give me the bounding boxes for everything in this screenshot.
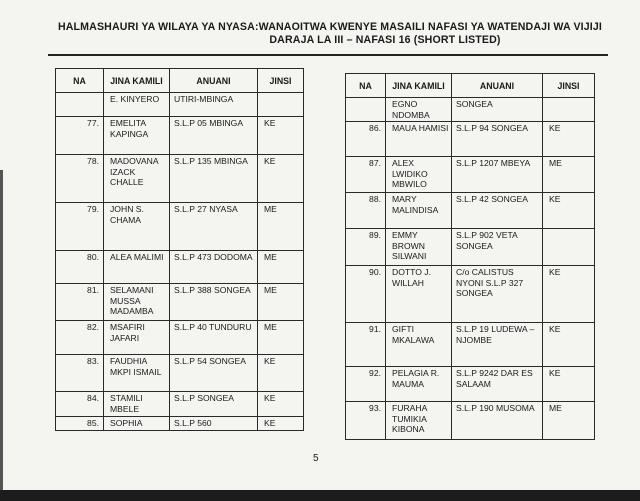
gender-cell <box>258 93 304 117</box>
gender-cell: ME <box>258 284 304 321</box>
address-cell: S.L.P 473 DODOMA <box>170 251 258 284</box>
address-cell: S.L.P 05 MBINGA <box>170 117 258 155</box>
gender-cell: ME <box>258 251 304 284</box>
header-anuani: ANUANI <box>452 74 543 98</box>
header-anuani: ANUANI <box>170 69 258 93</box>
gender-cell: KE <box>258 117 304 155</box>
gender-cell: ME <box>258 203 304 251</box>
address-cell: S.L.P 9242 DAR ES SALAAM <box>452 367 543 402</box>
full-name-cell: SELAMANI MUSSA MADAMBA <box>104 284 170 321</box>
table-row <box>56 93 304 117</box>
row-number-cell: 87. <box>346 157 386 193</box>
row-number-cell: 82. <box>56 321 104 355</box>
address-cell: S.L.P 94 SONGEA <box>452 122 543 157</box>
full-name-cell: MSAFIRI JAFARI <box>104 321 170 355</box>
address-cell: S.L.P 190 MUSOMA <box>452 402 543 440</box>
shortlist-table-right <box>345 73 595 440</box>
row-number-cell: 89. <box>346 229 386 266</box>
address-cell: S.L.P SONGEA <box>170 392 258 417</box>
gender-cell: KE <box>543 367 595 402</box>
full-name-cell: MADOVANA IZACK CHALLE <box>104 155 170 203</box>
address-cell: S.L.P 19 LUDEWA – NJOMBE <box>452 323 543 367</box>
table-row <box>346 193 595 229</box>
header-jinsi: JINSI <box>543 74 595 98</box>
address-cell: S.L.P 40 TUNDURU <box>170 321 258 355</box>
table-row <box>346 266 595 323</box>
gender-cell: KE <box>543 266 595 323</box>
gender-cell <box>543 98 595 122</box>
address-cell: S.L.P 27 NYASA <box>170 203 258 251</box>
table-row <box>56 417 304 431</box>
row-number-cell: 80. <box>56 251 104 284</box>
table-row <box>56 321 304 355</box>
gender-cell: KE <box>258 392 304 417</box>
gender-cell: ME <box>258 321 304 355</box>
row-number-cell: 79. <box>56 203 104 251</box>
full-name-cell: STAMILI MBELE <box>104 392 170 417</box>
row-number-cell: 78. <box>56 155 104 203</box>
row-number-cell: 81. <box>56 284 104 321</box>
table-row <box>346 122 595 157</box>
table-row <box>346 229 595 266</box>
full-name-cell: GIFTI MKALAWA <box>386 323 452 367</box>
gender-cell: KE <box>258 155 304 203</box>
row-number-cell: 92. <box>346 367 386 402</box>
table-row <box>56 251 304 284</box>
full-name-cell: SOPHIA <box>104 417 170 431</box>
address-cell: S.L.P 135 MBINGA <box>170 155 258 203</box>
full-name-cell: DOTTO J. WILLAH <box>386 266 452 323</box>
row-number-cell: 90. <box>346 266 386 323</box>
row-number-cell <box>346 98 386 122</box>
title-line-2: DARAJA LA III – NAFASI 16 (SHORT LISTED) <box>269 34 501 46</box>
full-name-cell: EMELITA KAPINGA <box>104 117 170 155</box>
table-row <box>56 355 304 392</box>
row-number-cell: 84. <box>56 392 104 417</box>
scan-edge-shadow <box>0 170 3 490</box>
gender-cell: KE <box>258 355 304 392</box>
scan-bottom-edge <box>0 490 640 501</box>
row-number-cell: 88. <box>346 193 386 229</box>
address-cell: S.L.P 902 VETA SONGEA <box>452 229 543 266</box>
full-name-cell: FAUDHIA MKPI ISMAIL <box>104 355 170 392</box>
row-number-cell: 85. <box>56 417 104 431</box>
left-table-body <box>56 93 304 431</box>
table-row <box>346 367 595 402</box>
gender-cell: KE <box>543 193 595 229</box>
gender-cell: ME <box>543 402 595 440</box>
header-jina-kamili: JINA KAMILI <box>386 74 452 98</box>
gender-cell: ME <box>543 157 595 193</box>
full-name-cell: EGNO NDOMBA <box>386 98 452 122</box>
full-name-cell: PELAGIA R. MAUMA <box>386 367 452 402</box>
full-name-cell: FURAHA TUMIKIA KIBONA <box>386 402 452 440</box>
title-underline <box>48 54 608 56</box>
gender-cell: KE <box>258 417 304 431</box>
row-number-cell <box>56 93 104 117</box>
full-name-cell: EMMY BROWN SILWANI <box>386 229 452 266</box>
row-number-cell: 77. <box>56 117 104 155</box>
row-number-cell: 91. <box>346 323 386 367</box>
gender-cell: KE <box>543 323 595 367</box>
right-table-body <box>346 98 595 440</box>
gender-cell: KE <box>543 122 595 157</box>
row-number-cell: 83. <box>56 355 104 392</box>
address-cell: UTIRI-MBINGA <box>170 93 258 117</box>
table-row <box>346 98 595 122</box>
address-cell: S.L.P 1207 MBEYA <box>452 157 543 193</box>
full-name-cell: ALEA MALIMI <box>104 251 170 284</box>
page-number: 5 <box>313 453 319 464</box>
address-cell: C/o CALISTUS NYONI S.L.P 327 SONGEA <box>452 266 543 323</box>
table-row <box>346 157 595 193</box>
header-na: NA <box>346 74 386 98</box>
address-cell: S.L.P 54 SONGEA <box>170 355 258 392</box>
table-row <box>346 402 595 440</box>
table-row <box>56 155 304 203</box>
header-jinsi: JINSI <box>258 69 304 93</box>
address-cell: SONGEA <box>452 98 543 122</box>
header-na: NA <box>56 69 104 93</box>
full-name-cell: MAUA HAMISI <box>386 122 452 157</box>
title-line-1: HALMASHAURI YA WILAYA YA NYASA:WANAOITWA KWENYE MASAILI NAFASI YA WATENDAJI WA VIJIJI <box>57 21 603 33</box>
row-number-cell: 93. <box>346 402 386 440</box>
shortlist-table-left <box>55 68 304 431</box>
table-row <box>56 284 304 321</box>
page-title <box>40 21 620 47</box>
gender-cell <box>543 229 595 266</box>
address-cell: S.L.P 42 SONGEA <box>452 193 543 229</box>
table-row <box>56 392 304 417</box>
header-jina-kamili: JINA KAMILI <box>104 69 170 93</box>
row-number-cell: 86. <box>346 122 386 157</box>
full-name-cell: ALEX LWIDIKO MBWILO <box>386 157 452 193</box>
table-row <box>346 323 595 367</box>
full-name-cell: JOHN S. CHAMA <box>104 203 170 251</box>
table-row <box>56 117 304 155</box>
address-cell: S.L.P 388 SONGEA <box>170 284 258 321</box>
full-name-cell: E. KINYERO <box>104 93 170 117</box>
table-row <box>56 203 304 251</box>
address-cell: S.L.P 560 <box>170 417 258 431</box>
full-name-cell: MARY MALINDISA <box>386 193 452 229</box>
